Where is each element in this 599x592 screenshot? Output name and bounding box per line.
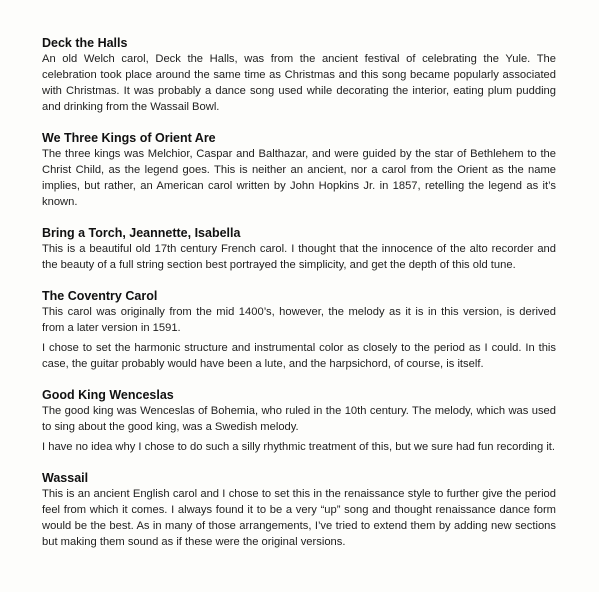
section-paragraph: The three kings was Melchior, Caspar and Balthazar, and were guided by the star of Bethlehem to the Christ Child, as the legend goes. This is neither an ancient, nor a carol from the Orient as the name implies, but rather, an American carol written by John Hopkins Jr. in 1857, retelling the legend as it’s known. [42, 148, 556, 208]
section-we-three-kings [42, 130, 556, 210]
section-title: Good King Wenceslas [42, 388, 174, 402]
section-title: Wassail [42, 471, 89, 485]
section-good-king-wenceslas [42, 387, 556, 455]
section-paragraph: An old Welch carol, Deck the Halls, was from the ancient festival of celebrating the Yule. The celebration took place around the same time as Christmas and this song became popularly associated with Christmas. It was probably a dance song used while decorating the interior, eating plum pudding and drinking from the Wassail Bowl. [42, 53, 556, 113]
section-deck-the-halls [42, 35, 556, 115]
section-wassail [42, 470, 556, 550]
section-title: We Three Kings of Orient Are [42, 131, 216, 145]
section-coventry-carol [42, 288, 556, 372]
section-paragraph: The good king was Wenceslas of Bohemia, who ruled in the 10th century. The melody, which was used to sing about the good king, was a Swedish melody. [42, 405, 556, 433]
section-paragraph: I have no idea why I chose to do such a silly rhythmic treatment of this, but we sure had fun recording it. [42, 441, 556, 453]
section-bring-a-torch [42, 225, 556, 273]
section-title: The Coventry Carol [42, 289, 158, 303]
section-paragraph: This is an ancient English carol and I chose to set this in the renaissance style to further give the period feel from which it comes. I always found it to be a very “up” song and thought renaissance dance form would be the best. As in many of those arrangements, I’ve tried to extend them by adding new sections but making them sound as if these were the original versions. [42, 488, 556, 548]
section-paragraph: I chose to set the harmonic structure and instrumental color as closely to the period as I could. In this case, the guitar probably would have been a lute, and the harpsichord, of course, is itself. [42, 342, 556, 370]
section-title: Deck the Halls [42, 36, 128, 50]
section-paragraph: This carol was originally from the mid 1400’s, however, the melody as it is in this version, is derived from a later version in 1591. [42, 306, 556, 334]
carol-notes-list [42, 35, 556, 565]
section-title: Bring a Torch, Jeannette, Isabella [42, 226, 241, 240]
section-paragraph: This is a beautiful old 17th century French carol. I thought that the innocence of the alto recorder and the beauty of a full string section best portrayed the simplicity, and get the depth of this old tune. [42, 243, 556, 271]
